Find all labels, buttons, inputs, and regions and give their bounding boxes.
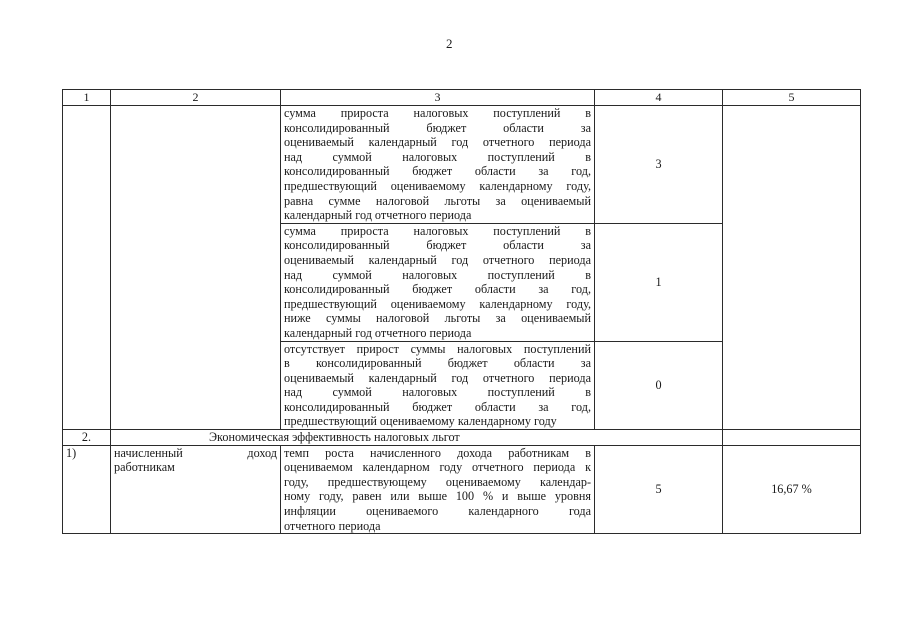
text-line: календарный год отчетного периода [284,325,472,340]
text-line: оцениваемый календарный год отчетного периода [284,135,591,150]
text-line: консолидированный бюджет области за год, [284,282,591,297]
text-line: календарный год отчетного периода [284,208,472,223]
text-line: отсутствует прирост суммы налоговых поступлений [284,341,591,356]
empty-cell [723,430,861,446]
text-line: консолидированный бюджет области за год, [284,164,591,179]
indicator-number: 1) [63,445,111,534]
criterion-text [281,106,595,224]
column-header: 4 [595,90,723,106]
section-row [63,430,861,446]
indicator-name [111,445,281,534]
page-number: 2 [446,36,453,51]
column-header: 3 [281,90,595,106]
section-number: 2. [63,430,111,446]
score-cell: 3 [595,106,723,224]
text-line: оцениваемый календарный год отчетного периода [284,252,591,267]
table-header-row [63,90,861,106]
section-title: Экономическая эффективность налоговых льгот [111,430,723,446]
text-line: сумма прироста налоговых поступлений в [284,106,591,120]
text-line: начисленный доход [114,445,277,460]
text-line: равна сумме налоговой льготы за оцениваемый [284,193,591,208]
table-row [63,445,861,534]
criterion-text [281,445,595,534]
table-row [63,106,861,224]
text-line: году, предшествующему оцениваемому календар- [284,474,591,489]
text-line: оцениваемом календарном году отчетного периода к [284,460,591,475]
text-line: предшествующий оцениваемому календарному году, [284,296,591,311]
text-line: ному году, равен или выше 100 % и выше уровня [284,489,591,504]
text-line: предшествующий оцениваемому календарному году [284,414,557,429]
text-line: в консолидированный бюджет области за [284,356,591,371]
text-line: предшествующий оцениваемому календарному году, [284,178,591,193]
text-line: отчетного периода [284,518,381,533]
text-line: работникам [114,460,175,475]
criterion-text [281,223,595,341]
text-line: инфляции оцениваемого календарного года [284,504,591,519]
column-header: 2 [111,90,281,106]
empty-cell [111,106,281,430]
text-line: консолидированный бюджет области за год, [284,399,591,414]
text-line: консолидированный бюджет области за [284,238,591,253]
score-cell: 0 [595,341,723,430]
score-cell: 5 [595,445,723,534]
criteria-table [62,89,861,534]
text-line: над суммой налоговых поступлений в [284,267,591,282]
column-header: 5 [723,90,861,106]
text-line: над суммой налоговых поступлений в [284,149,591,164]
text-line: над суммой налоговых поступлений в [284,385,591,400]
empty-cell [63,106,111,430]
text-line: ниже суммы налоговой льготы за оцениваемый [284,311,591,326]
text-line: темп роста начисленного дохода работникам в [284,445,591,460]
score-cell: 1 [595,223,723,341]
text-line: сумма прироста налоговых поступлений в [284,223,591,238]
text-line: оцениваемый календарный год отчетного периода [284,370,591,385]
weight-cell: 16,67 % [723,445,861,534]
column-header: 1 [63,90,111,106]
criterion-text [281,341,595,430]
text-line: консолидированный бюджет области за [284,120,591,135]
empty-cell [723,106,861,430]
